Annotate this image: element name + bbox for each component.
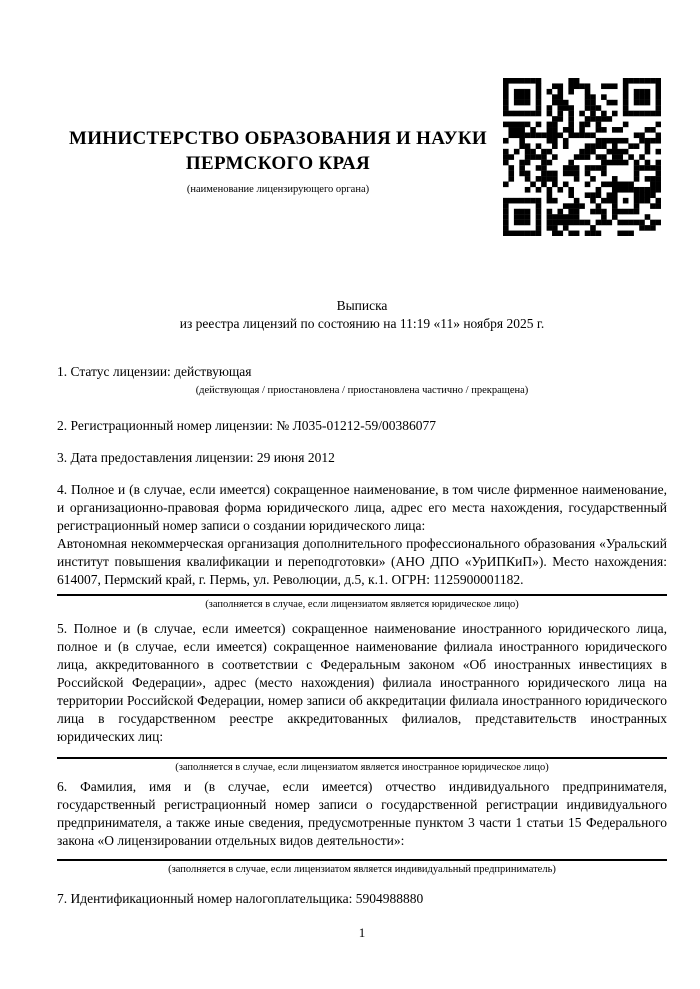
fill-line <box>57 859 667 861</box>
license-status-text: 1. Статус лицензии: действующая <box>57 364 252 379</box>
entrepreneur-label: 6. Фамилия, имя и (в случае, если имеется) отчество индивидуального предпринимателя, государственный регистрационный номер записи о государственной регистрации индивидуального предпринимателя, а также иные сведения, предусмотренные пунктом 3 части 1 статьи 15 Федерального закона «О лицензировании отдельных видов деятельности»: <box>57 779 667 848</box>
entrepreneur-note: (заполняется в случае, если лицензиатом является индивидуальный предприниматель) <box>168 864 556 875</box>
license-status-note: (действующая / приостановлена / приостановлена частично / прекращена) <box>195 385 529 396</box>
legal-entity-value: Автономная некоммерческая организация дополнительного профессионального образования «Уральский институт повышения квалификации и переподготовки» (АНО ДПО «УрИПКиП»). Место нахождения: 614007, Пермский край, г. Пермь, ул. Революции, д.5, к.1. ОГРН: 1125900001182. <box>57 536 667 587</box>
grant-date-text: 3. Дата предоставления лицензии: 29 июня 2012 <box>57 450 335 465</box>
item-grant-date <box>57 449 667 467</box>
document-title <box>57 297 667 332</box>
authority-name-line1: МИНИСТЕРСТВО ОБРАЗОВАНИЯ И НАУКИ <box>68 128 488 149</box>
authority-caption: (наименование лицензирующего органа) <box>186 184 370 195</box>
page-number: 1 <box>358 925 366 940</box>
legal-entity-note: (заполняется в случае, если лицензиатом является юридическое лицо) <box>205 599 519 610</box>
taxpayer-number-text: 7. Идентификационный номер налогоплательщика: 5904988880 <box>57 891 424 906</box>
registration-number-text: 2. Регистрационный номер лицензии: № Л035-01212-59/00386077 <box>57 418 437 433</box>
document-title-line1: Выписка <box>336 298 388 313</box>
item-legal-entity <box>57 481 667 611</box>
item-license-status <box>57 363 667 397</box>
item-foreign-entity <box>57 620 667 774</box>
foreign-entity-note: (заполняется в случае, если лицензиатом является иностранное юридическое лицо) <box>175 762 549 773</box>
licensing-authority-header <box>57 126 499 196</box>
document-title-line2: из реестра лицензий по состоянию на 11:19 «11» ноября 2025 г. <box>179 315 545 331</box>
item-registration-number <box>57 417 667 435</box>
item-individual-entrepreneur <box>57 778 667 876</box>
item-taxpayer-number <box>57 890 667 908</box>
foreign-entity-label: 5. Полное и (в случае, если имеется) сокращенное наименование иностранного юридического лица, полное и (в случае, если имеется) сокращенное наименование филиала иностранного юридического лица, аккредитованного в соответствии с Федеральным законом «Об иностранных инвестициях в Российской Федерации», адрес (место нахождения) филиала иностранного юридического лица на территории Российской Федерации, номер записи об аккредитации филиала иностранного юридического лица в государственном реестре аккредитованных филиалов, представительств иностранных юридических лиц: <box>57 621 667 744</box>
authority-name-line2: ПЕРМСКОГО КРАЯ <box>185 153 371 174</box>
fill-line <box>57 594 667 596</box>
legal-entity-label: 4. Полное и (в случае, если имеется) сокращенное наименование, в том числе фирменное наименование, и организационно-правовая форма юридического лица, адрес его места нахождения, государственный регистрационный номер записи о создании юридического лица: <box>57 482 667 533</box>
qr-code <box>503 78 661 236</box>
fill-line <box>57 757 667 759</box>
